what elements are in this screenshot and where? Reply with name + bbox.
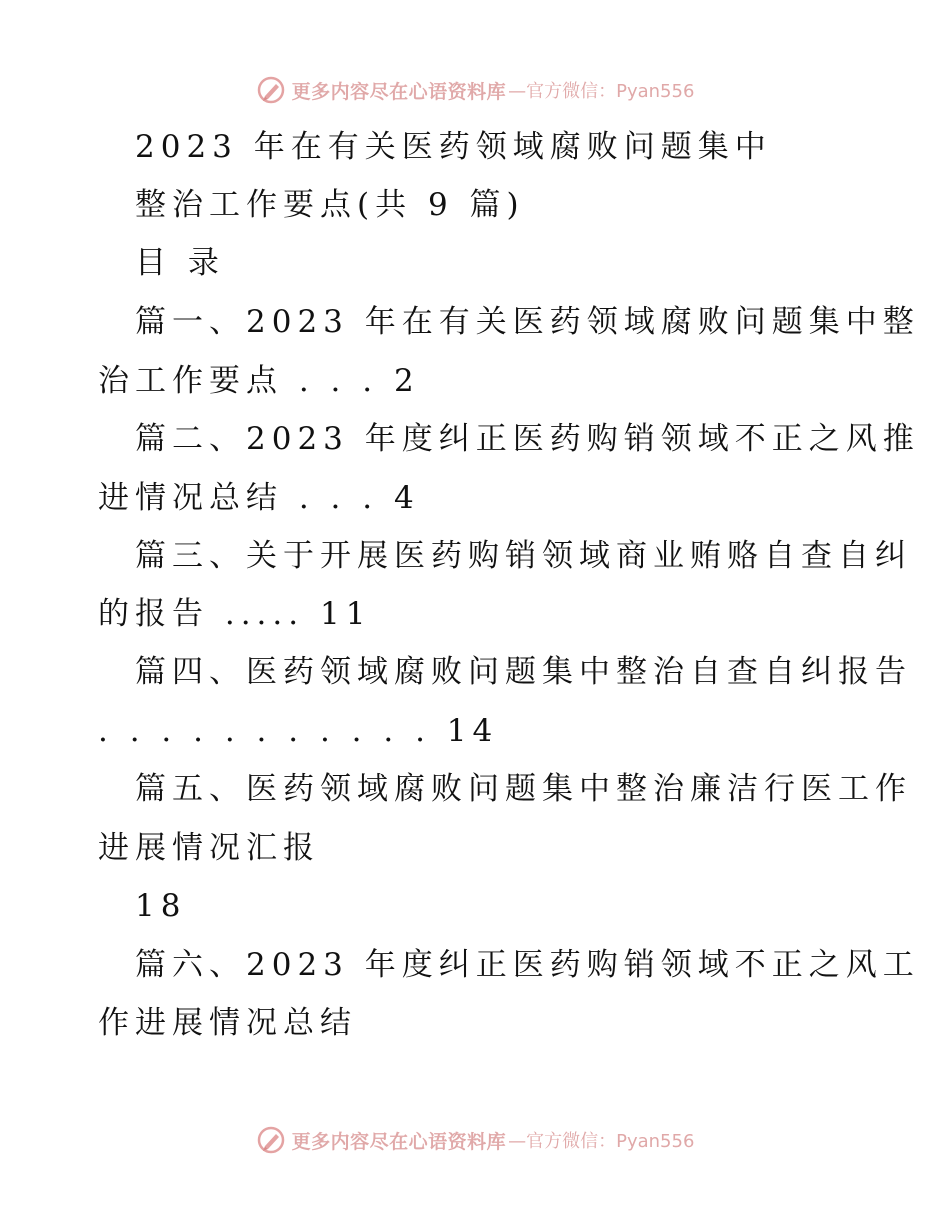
toc-entry-5-page[interactable]: 18 — [135, 888, 187, 924]
toc-entry-3-line-2[interactable]: 的报告 ..... 11 — [98, 596, 372, 632]
toc-entry-2-line-2[interactable]: 进情况总结 . . . 4 — [98, 480, 420, 516]
toc-entry-6-line-2[interactable]: 作进展情况总结 — [98, 1005, 357, 1041]
toc-entry-5-line-2[interactable]: 进展情况汇报 — [98, 830, 320, 866]
watermark-sub-text: —官方微信：Pyan556 — [508, 81, 695, 102]
watermark-sub-text: —官方微信：Pyan556 — [508, 1131, 695, 1152]
toc-entry-4-line-2[interactable]: . . . . . . . . . . . 14 — [98, 713, 499, 749]
toc-entry-5-line-1[interactable]: 篇五、医药领域腐败问题集中整治廉洁行医工作 — [135, 771, 912, 807]
pen-logo-icon — [256, 75, 286, 105]
toc-entry-2-line-1[interactable]: 篇二、2023 年度纠正医药购销领域不正之风推 — [135, 421, 920, 457]
toc-entry-3-line-1[interactable]: 篇三、关于开展医药购销领域商业贿赂自查自纠 — [135, 538, 912, 574]
watermark-main-text: 更多内容尽在心语资料库 — [291, 1130, 507, 1153]
watermark-main-text: 更多内容尽在心语资料库 — [291, 80, 507, 103]
header-watermark — [0, 73, 950, 107]
toc-entry-6-line-1[interactable]: 篇六、2023 年度纠正医药购销领域不正之风工 — [135, 947, 920, 983]
doc-title-line-1: 2023 年在有关医药领域腐败问题集中 — [135, 129, 772, 165]
toc-heading: 目 录 — [135, 245, 225, 281]
doc-title-line-2: 整治工作要点(共 9 篇) — [135, 187, 525, 223]
toc-entry-1-line-1[interactable]: 篇一、2023 年在有关医药领域腐败问题集中整 — [135, 304, 920, 340]
pen-logo-icon — [256, 1125, 286, 1155]
footer-watermark — [0, 1123, 950, 1157]
toc-entry-1-line-2[interactable]: 治工作要点 . . . 2 — [98, 363, 420, 399]
toc-entry-4-line-1[interactable]: 篇四、医药领域腐败问题集中整治自查自纠报告 — [135, 654, 912, 690]
